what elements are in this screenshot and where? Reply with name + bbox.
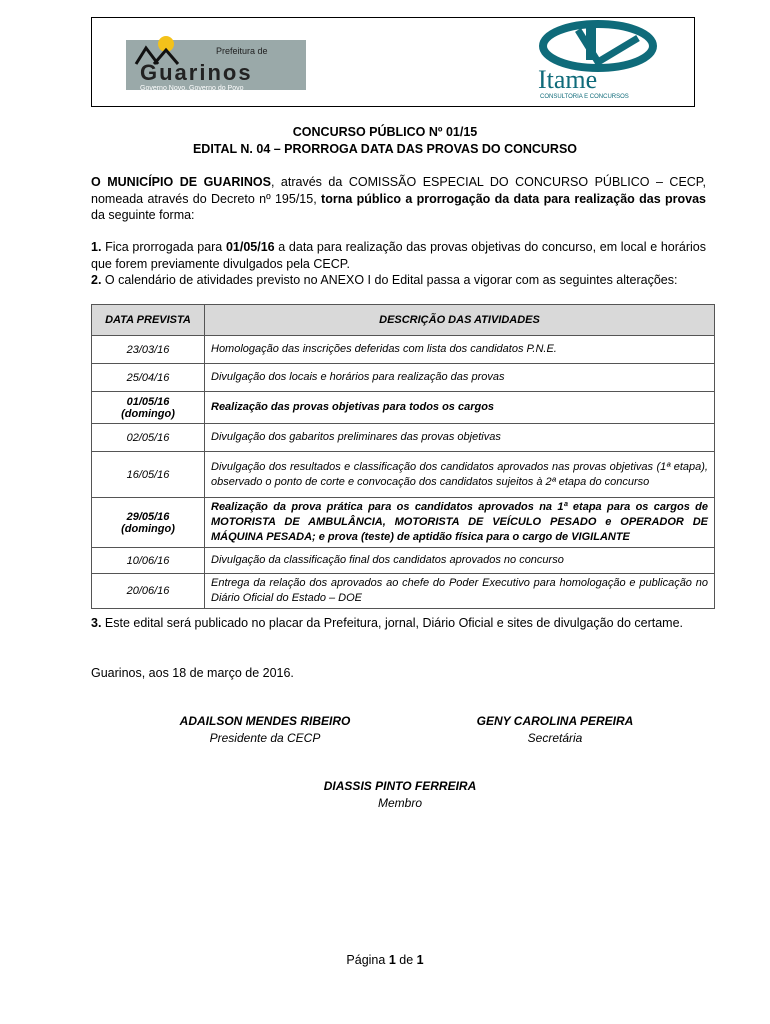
row-date (92, 392, 205, 424)
signature-member (270, 778, 530, 812)
schedule-table (91, 304, 715, 609)
row-date: 16/05/16 (92, 452, 205, 498)
row-date: 23/03/16 (92, 336, 205, 364)
table-row (92, 392, 715, 424)
page-footer (0, 953, 770, 967)
prefeitura-guarinos-logo (126, 34, 306, 94)
row-description: Realização das provas objetivas para todos os cargos (205, 392, 715, 424)
item-1-post: a data para realização das provas objetivas do concurso, em local e horários que forem previamente divulgados pela CECP. (91, 240, 706, 271)
signature-president (140, 713, 390, 747)
intro-bold: torna público a prorrogação da data para realização das provas (321, 191, 706, 206)
row-date-value: 01/05/16 (126, 395, 170, 408)
footer-pre: Página (346, 953, 389, 967)
row-description: Entrega da relação dos aprovados ao chefe do Poder Executivo para homologação e publicação no Diário Oficial do Estado – DOE (205, 574, 715, 609)
signature-role: Membro (377, 796, 422, 810)
footer-total: 1 (416, 953, 424, 967)
item-3-text: Este edital será publicado no placar da Prefeitura, jornal, Diário Oficial e sites de divulgação do certame. (101, 616, 683, 630)
item-2-number: 2. (91, 273, 102, 287)
row-date: 10/06/16 (92, 548, 205, 574)
item-1-paragraph (91, 239, 706, 272)
item-2-paragraph (91, 272, 706, 289)
row-date (92, 498, 205, 548)
item-2-text: O calendário de atividades previsto no ANEXO I do Edital passa a vigorar com as seguintes alterações: (101, 273, 678, 287)
signature-role: Secretária (527, 731, 583, 745)
intro-municipio: O MUNICÍPIO DE GUARINOS (91, 175, 271, 189)
signature-name: GENY CAROLINA PEREIRA (476, 714, 634, 728)
document-title: CONCURSO PÚBLICO Nº 01/15 (292, 125, 478, 139)
row-description: Homologação das inscrições deferidas com lista dos candidatos P.N.E. (205, 336, 715, 364)
table-row (92, 336, 715, 364)
row-date-note: (domingo) (121, 407, 175, 420)
item-1-date: 01/05/16 (225, 240, 275, 254)
table-row (92, 452, 715, 498)
logo-guarinos-name: Guarinos (140, 60, 253, 85)
document-subtitle: EDITAL N. 04 – PRORROGA DATA DAS PROVAS DO CONCURSO (192, 142, 578, 156)
intro-end: da seguinte forma: (91, 208, 195, 222)
itame-logo (538, 20, 688, 100)
header-date: DATA PREVISTA (92, 305, 205, 336)
logo-itame-name: Itame (538, 65, 598, 94)
table-row (92, 424, 715, 452)
signature-name: ADAILSON MENDES RIBEIRO (179, 714, 351, 728)
item-1-number: 1. (91, 240, 102, 254)
row-description: Realização da prova prática para os candidatos aprovados na 1ª etapa para os cargos de MOTORISTA DE AMBULÂNCIA, MOTORISTA DE VEÍCULO PESADO e OPERADOR DE MÁQUINA PESADA; e prova (teste) de aptidão física para o cargo de VIGILANTE (205, 498, 715, 548)
table-row (92, 548, 715, 574)
item-3-number: 3. (91, 616, 102, 630)
intro-paragraph (91, 174, 706, 224)
logo-itame-tagline: CONSULTORIA E CONCURSOS (540, 94, 629, 100)
row-date-note: (domingo) (121, 522, 175, 535)
place-date: Guarinos, aos 18 de março de 2016. (91, 666, 294, 680)
header-logo-box (91, 17, 695, 107)
row-description: Divulgação dos resultados e classificação dos candidatos aprovados nas provas objetivas (1ª etapa), observado o ponto de corte e convocação dos candidatos sujeitos à 2ª etapa do concurso (205, 452, 715, 498)
row-description: Divulgação dos locais e horários para realização das provas (205, 364, 715, 392)
signature-secretary (430, 713, 680, 747)
row-description: Divulgação dos gabaritos preliminares das provas objetivas (205, 424, 715, 452)
logo-guarinos-top: Prefeitura de (216, 46, 268, 56)
row-date: 02/05/16 (92, 424, 205, 452)
item-3-paragraph (91, 615, 706, 632)
signature-role: Presidente da CECP (209, 731, 321, 745)
schedule-header-row (92, 305, 715, 336)
logo-guarinos-tagline: Governo Novo. Governo do Povo (140, 85, 244, 92)
footer-mid: de (395, 953, 417, 967)
row-date: 20/06/16 (92, 574, 205, 609)
header-description: DESCRIÇÃO DAS ATIVIDADES (205, 305, 715, 336)
item-1-pre: Fica prorrogada para (101, 240, 226, 254)
row-date: 25/04/16 (92, 364, 205, 392)
footer-page: 1 (388, 953, 396, 967)
row-description: Divulgação da classificação final dos candidatos aprovados no concurso (205, 548, 715, 574)
row-date-value: 29/05/16 (126, 510, 170, 523)
table-row (92, 364, 715, 392)
intro-middle: , através da COMISSÃO ESPECIAL DO CONCURSO PÚBLICO – CECP, nomeada através do Decreto nº 195/15, (91, 175, 707, 206)
table-row (92, 574, 715, 609)
table-row (92, 498, 715, 548)
signature-name: DIASSIS PINTO FERREIRA (323, 779, 477, 793)
